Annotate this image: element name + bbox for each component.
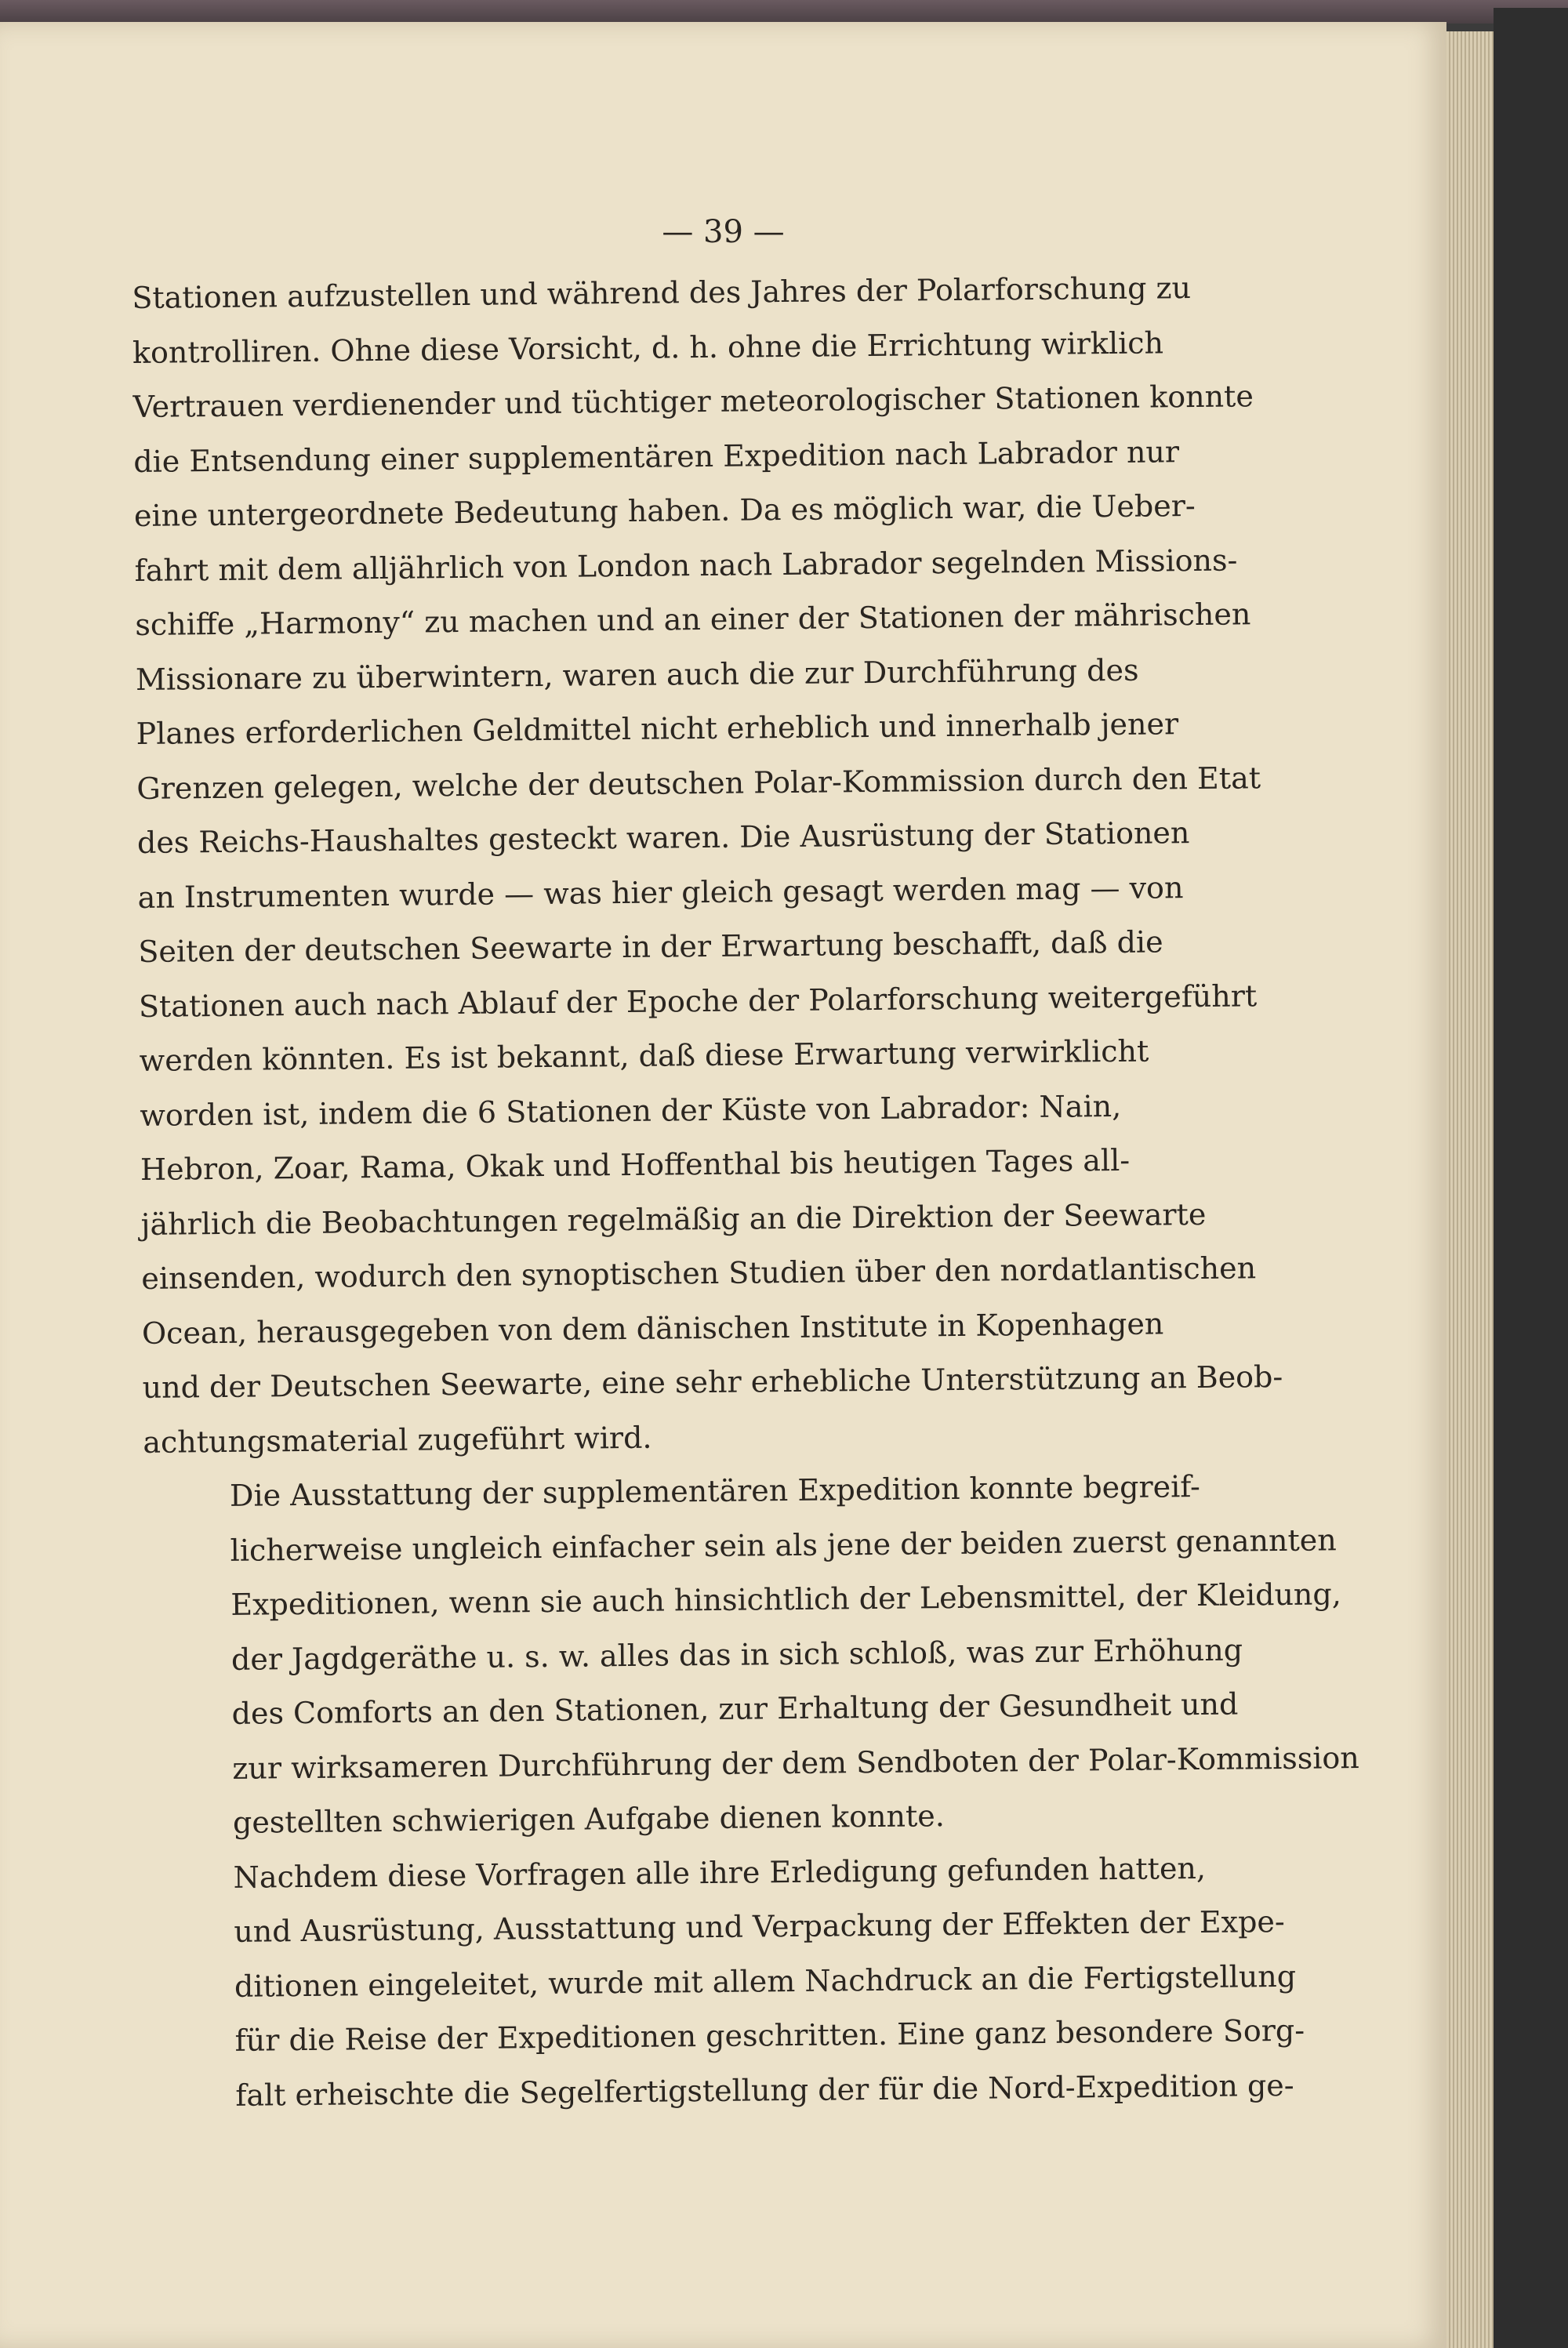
text-line: Stationen auch nach Ablauf der Epoche der Polarforschung weitergeführt — [138, 978, 1258, 1024]
text-line: die Entsendung einer supplementären Expedition nach Labrador nur — [133, 434, 1180, 479]
text-line: einsenden, wodurch den synoptischen Studien über den nordatlantischen — [141, 1250, 1257, 1296]
text-line: Nachdem diese Vorfragen alle ihre Erledigung gefunden hatten, — [233, 1850, 1207, 1895]
text-line: schiffe „Harmony“ zu machen und an einer der Stationen der mährischen — [135, 597, 1251, 642]
text-line: für die Reise der Expeditionen geschritten. Eine ganz besondere Sorg- — [234, 2012, 1305, 2058]
body-text — [132, 261, 1359, 2124]
text-line: gestellten schwierigen Aufgabe dienen konnte. — [232, 1798, 945, 1840]
text-line: ditionen eingeleitet, wurde mit allem Nachdruck an die Fertigstellung — [234, 1958, 1297, 2004]
text-line: Seiten der deutschen Seewarte in der Erwartung beschafft, daß die — [138, 924, 1163, 969]
page-edges — [1446, 31, 1494, 2348]
text-line: des Reichs-Haushaltes gesteckt waren. Die Ausrüstung der Stationen — [136, 815, 1190, 860]
text-line: kontrolliren. Ohne diese Vorsicht, d. h. ohne die Errichtung wirklich — [132, 325, 1164, 370]
text-line: Planes erforderlichen Geldmittel nicht erheblich und innerhalb jener — [136, 706, 1179, 751]
text-line: der Jagdgeräthe u. s. w. alles das in sich schloß, was zur Erhöhung — [230, 1631, 1243, 1677]
paragraph-2 — [143, 1460, 1359, 1852]
text-line: an Instrumenten wurde — was hier gleich gesagt werden mag — von — [137, 869, 1184, 915]
text-line: worden ist, indem die 6 Stationen der Küste von Labrador: Nain, — [140, 1088, 1122, 1133]
paragraph-1 — [132, 261, 1283, 1470]
page-number: — 39 — — [662, 214, 785, 250]
text-line: Expeditionen, wenn sie auch hinsichtlich der Lebensmittel, der Kleidung, — [230, 1577, 1342, 1622]
text-line: Vertrauen verdienender und tüchtiger meteorologischer Stationen konnte — [132, 379, 1254, 424]
text-line: Ocean, herausgegeben von dem dänischen Institute in Kopenhagen — [141, 1305, 1164, 1351]
text-line: Hebron, Zoar, Rama, Okak und Hoffenthal bis heutigen Tages all- — [140, 1142, 1131, 1187]
text-line: des Comforts an den Stationen, zur Erhaltung der Gesundheit und — [231, 1686, 1239, 1731]
text-line: Missionare zu überwintern, waren auch die zur Durchführung des — [135, 652, 1139, 697]
text-line: fahrt mit dem alljährlich von London nach Labrador segelnden Missions- — [134, 542, 1238, 588]
text-line: und der Deutschen Seewarte, eine sehr erhebliche Unterstützung an Beob- — [142, 1359, 1283, 1405]
text-line: Die Ausstattung der supplementären Expedition konnte begreif- — [229, 1468, 1201, 1513]
text-line: eine untergeordnete Bedeutung haben. Da es möglich war, die Ueber- — [133, 488, 1196, 533]
text-line: zur wirksameren Durchführung der dem Sendboten der Polar-Kommission — [232, 1740, 1359, 1786]
text-line: jährlich die Beobachtungen regelmäßig an die Direktion der Seewarte — [140, 1196, 1207, 1242]
text-line: falt erheischte die Segelfertigstellung der für die Nord-Expedition ge- — [235, 2067, 1294, 2113]
text-line: Grenzen gelegen, welche der deutschen Polar-Kommission durch den Etat — [136, 760, 1261, 806]
book-page — [0, 22, 1446, 2348]
text-line: und Ausrüstung, Ausstattung und Verpackung der Effekten der Expe- — [234, 1903, 1285, 1949]
text-line: licherweise ungleich einfacher sein als jene der beiden zuerst genannten — [230, 1522, 1337, 1568]
book-cover-edge — [0, 0, 1568, 24]
text-line: Stationen aufzustellen und während des Jahres der Polarforschung zu — [132, 270, 1192, 315]
text-line: achtungsmaterial zugeführt wird. — [143, 1420, 652, 1460]
text-line: werden könnten. Es ist bekannt, daß diese Erwartung verwirklicht — [139, 1033, 1149, 1078]
book-board — [1494, 8, 1568, 2348]
paragraph-3 — [147, 1841, 1305, 2124]
